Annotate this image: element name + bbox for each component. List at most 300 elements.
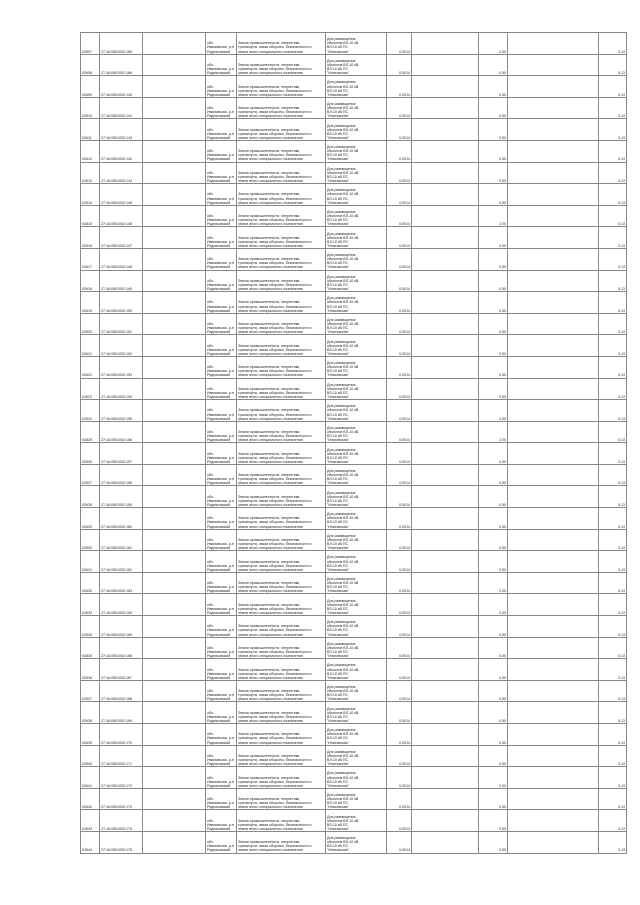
address-cell-line: обл. Ивановская, р-н bbox=[207, 581, 234, 590]
land-category-cell-line: транспорта, связи обороны, безопасности и bbox=[238, 542, 312, 547]
address-cell-line: обл. Ивановская, р-н bbox=[207, 624, 234, 633]
empty-cell bbox=[508, 702, 599, 724]
permitted-use-cell bbox=[326, 162, 387, 184]
permitted-use-cell bbox=[326, 594, 387, 616]
empty-cell bbox=[412, 184, 479, 206]
value-cell-1: 0,50 bbox=[479, 443, 508, 465]
area-cell: 0,0014 bbox=[387, 313, 412, 335]
address-cell bbox=[206, 745, 237, 767]
permitted-use-cell-line: ВЛ-10 кВ ПС bbox=[327, 844, 349, 849]
value-cell-1: 2,00 bbox=[479, 205, 508, 227]
permitted-use-cell-line: ВЛ-10 кВ ПС bbox=[327, 822, 349, 827]
permitted-use-cell bbox=[326, 33, 387, 55]
empty-cell bbox=[143, 680, 206, 702]
permitted-use-cell-line: объектов ВЛ-10 кВ, bbox=[327, 753, 360, 758]
land-category-cell-line: земли иного специального назначения bbox=[238, 654, 303, 659]
empty-cell bbox=[143, 292, 206, 314]
permitted-use-cell-line: объектов ВЛ-10 кВ, bbox=[327, 41, 360, 46]
cadastral-number-cell: 27:16:0501002:163 bbox=[100, 572, 143, 594]
land-category-cell-line: транспорта, связи обороны, безопасности и bbox=[238, 110, 312, 115]
permitted-use-cell-line: Для размещения bbox=[327, 706, 356, 711]
empty-cell bbox=[412, 551, 479, 573]
empty-cell bbox=[412, 335, 479, 357]
permitted-use-cell-line: Для размещения bbox=[327, 771, 356, 776]
value-cell-1: 0,50 bbox=[479, 702, 508, 724]
land-category-cell-line: земли иного специального назначения bbox=[238, 589, 303, 594]
value-cell-2: 0,13 bbox=[599, 551, 627, 573]
table-row bbox=[81, 421, 627, 443]
row-number-cell: 02637 bbox=[81, 680, 100, 702]
land-category-cell-line: транспорта, связи обороны, безопасности и bbox=[238, 736, 312, 741]
permitted-use-cell-line: "Ипатовская" bbox=[327, 308, 349, 313]
row-number-cell: 02624 bbox=[81, 400, 100, 422]
empty-cell bbox=[508, 205, 599, 227]
value-cell-1: 0,50 bbox=[479, 378, 508, 400]
table-row bbox=[81, 767, 627, 789]
permitted-use-cell-line: ВЛ-10 кВ ПС bbox=[327, 606, 349, 611]
value-cell-1: 0,50 bbox=[479, 184, 508, 206]
address-cell bbox=[206, 508, 237, 530]
value-cell-2: 0,13 bbox=[599, 292, 627, 314]
land-category-cell-line: транспорта, связи обороны, безопасности и bbox=[238, 498, 312, 503]
land-category-cell bbox=[237, 616, 326, 638]
value-cell-1: 0,50 bbox=[479, 54, 508, 76]
empty-cell bbox=[143, 184, 206, 206]
permitted-use-cell bbox=[326, 637, 387, 659]
table-row bbox=[81, 162, 627, 184]
value-cell-1: 0,50 bbox=[479, 119, 508, 141]
empty-cell bbox=[412, 788, 479, 810]
permitted-use-cell-line: Для размещения bbox=[327, 814, 356, 819]
permitted-use-cell bbox=[326, 119, 387, 141]
permitted-use-cell bbox=[326, 184, 387, 206]
empty-cell bbox=[508, 810, 599, 832]
land-category-cell bbox=[237, 378, 326, 400]
permitted-use-cell-line: Для размещения bbox=[327, 58, 356, 63]
address-cell-line: обл. Ивановская, р-н bbox=[207, 753, 234, 762]
value-cell-2: 0,13 bbox=[599, 162, 627, 184]
permitted-use-cell-line: Для размещения bbox=[327, 793, 356, 797]
land-category-cell bbox=[237, 33, 326, 55]
empty-cell bbox=[143, 400, 206, 422]
permitted-use-cell-line: "Ипатовская" bbox=[327, 805, 349, 810]
permitted-use-cell-line: Для размещения bbox=[327, 296, 356, 301]
address-cell bbox=[206, 659, 237, 681]
cadastral-number-cell: 27:16:0501002:172 bbox=[100, 767, 143, 789]
permitted-use-cell-line: ВЛ-10 кВ ПС bbox=[327, 650, 349, 655]
area-cell: 0,0014 bbox=[387, 270, 412, 292]
address-cell-line: обл. Ивановская, р-н bbox=[207, 710, 234, 719]
table-row bbox=[81, 378, 627, 400]
area-cell: 0,0014 bbox=[387, 443, 412, 465]
address-cell-line: Родниковский bbox=[207, 135, 231, 140]
address-cell-line: Родниковский bbox=[207, 351, 231, 356]
address-cell-line: Родниковский bbox=[207, 481, 231, 486]
cadastral-number-cell: 27:16:0501002:142 bbox=[100, 140, 143, 162]
address-cell-line: Родниковский bbox=[207, 200, 231, 205]
address-cell bbox=[206, 464, 237, 486]
cadastral-number-cell: 27:16:0501002:173 bbox=[100, 788, 143, 810]
address-cell-line: Родниковский bbox=[207, 49, 231, 54]
value-cell-1: 0,50 bbox=[479, 270, 508, 292]
permitted-use-cell-line: Для размещения bbox=[327, 37, 356, 42]
cadastral-number-cell: 27:16:0501002:175 bbox=[100, 831, 143, 853]
row-number-cell: 02636 bbox=[81, 659, 100, 681]
empty-cell bbox=[508, 486, 599, 508]
permitted-use-cell-line: ВЛ-10 кВ ПС bbox=[327, 693, 349, 698]
cadastral-number-cell: 27:16:0501002:174 bbox=[100, 810, 143, 832]
land-category-cell-line: земли иного специального назначения bbox=[238, 351, 303, 356]
address-cell-line: обл. Ивановская, р-н bbox=[207, 430, 234, 439]
table-row bbox=[81, 594, 627, 616]
permitted-use-cell-line: объектов ВЛ-10 кВ, bbox=[327, 430, 360, 434]
area-cell: 0,0014 bbox=[387, 724, 412, 746]
row-number-cell: 02608 bbox=[81, 54, 100, 76]
empty-cell bbox=[508, 637, 599, 659]
address-cell bbox=[206, 270, 237, 292]
address-cell-line: Родниковский bbox=[207, 438, 231, 443]
table-row bbox=[81, 335, 627, 357]
area-cell: 0,0014 bbox=[387, 356, 412, 378]
value-cell-2: 0,13 bbox=[599, 248, 627, 270]
permitted-use-cell-line: ВЛ-10 кВ ПС bbox=[327, 174, 349, 179]
empty-cell bbox=[508, 140, 599, 162]
land-category-cell-line: Земли промышленности, энергетики, bbox=[238, 386, 301, 391]
table-row bbox=[81, 119, 627, 141]
land-category-cell-line: Земли промышленности, энергетики, bbox=[238, 581, 301, 586]
address-cell-line: Родниковский bbox=[207, 459, 231, 464]
permitted-use-cell bbox=[326, 724, 387, 746]
address-cell bbox=[206, 313, 237, 335]
address-cell-line: Родниковский bbox=[207, 762, 231, 767]
land-category-cell-line: земли иного специального назначения bbox=[238, 524, 303, 529]
area-cell: 0,0014 bbox=[387, 162, 412, 184]
land-category-cell-line: транспорта, связи обороны, безопасности и bbox=[238, 304, 312, 309]
address-cell-line: обл. Ивановская, р-н bbox=[207, 106, 234, 115]
land-category-cell-line: транспорта, связи обороны, безопасности и bbox=[238, 347, 312, 352]
land-category-cell-line: Земли промышленности, энергетики, bbox=[238, 84, 301, 89]
empty-cell bbox=[143, 486, 206, 508]
address-cell-line: обл. Ивановская, р-н bbox=[207, 386, 234, 395]
land-category-cell-line: транспорта, связи обороны, безопасности и bbox=[238, 628, 312, 633]
permitted-use-cell-line: Для размещения bbox=[327, 490, 356, 495]
table-row bbox=[81, 788, 627, 810]
value-cell-1: 0,50 bbox=[479, 724, 508, 746]
permitted-use-cell-line: объектов ВЛ-10 кВ, bbox=[327, 537, 360, 542]
permitted-use-cell-line: объектов ВЛ-10 кВ, bbox=[327, 732, 360, 737]
permitted-use-cell-line: ВЛ-10 кВ ПС bbox=[327, 779, 349, 784]
land-category-cell bbox=[237, 248, 326, 270]
area-cell: 0,0014 bbox=[387, 680, 412, 702]
address-cell bbox=[206, 140, 237, 162]
permitted-use-cell-line: Для размещения bbox=[327, 469, 356, 474]
empty-cell bbox=[508, 464, 599, 486]
area-cell: 0,0014 bbox=[387, 140, 412, 162]
permitted-use-cell bbox=[326, 443, 387, 465]
land-category-cell-line: земли иного специального назначения bbox=[238, 373, 303, 378]
address-cell-line: обл. Ивановская, р-н bbox=[207, 235, 234, 244]
value-cell-1: 2,00 bbox=[479, 400, 508, 422]
value-cell-2: 0,13 bbox=[599, 680, 627, 702]
value-cell-1: 2,00 bbox=[479, 33, 508, 55]
permitted-use-cell-line: "Ипатовская" bbox=[327, 351, 349, 356]
address-cell-line: Родниковский bbox=[207, 287, 231, 292]
land-category-cell-line: земли иного специального назначения bbox=[238, 481, 303, 486]
empty-cell bbox=[508, 248, 599, 270]
land-category-cell-line: Земли промышленности, энергетики, bbox=[238, 451, 301, 456]
permitted-use-cell-line: ВЛ-10 кВ ПС bbox=[327, 671, 349, 676]
cadastral-number-cell: 27:16:0501002:150 bbox=[100, 292, 143, 314]
empty-cell bbox=[143, 97, 206, 119]
permitted-use-cell-line: Для размещения bbox=[327, 317, 356, 322]
empty-cell bbox=[143, 551, 206, 573]
value-cell-2: 0,13 bbox=[599, 810, 627, 832]
cadastral-number-cell: 27:16:0501002:154 bbox=[100, 378, 143, 400]
permitted-use-cell-line: Для размещения bbox=[327, 382, 356, 387]
empty-cell bbox=[508, 54, 599, 76]
empty-cell bbox=[143, 616, 206, 638]
cadastral-number-cell: 27:16:0501002:168 bbox=[100, 680, 143, 702]
land-category-cell-line: транспорта, связи обороны, безопасности и bbox=[238, 779, 312, 784]
permitted-use-cell-line: объектов ВЛ-10 кВ, bbox=[327, 170, 360, 175]
land-category-cell-line: транспорта, связи обороны, безопасности и bbox=[238, 412, 312, 417]
permitted-use-cell-line: "Ипатовская" bbox=[327, 718, 349, 723]
land-category-cell-line: Земли промышленности, энергетики, bbox=[238, 797, 301, 802]
value-cell-1: 0,50 bbox=[479, 831, 508, 853]
permitted-use-cell-line: ВЛ-10 кВ ПС bbox=[327, 412, 349, 417]
land-category-cell-line: Земли промышленности, энергетики, bbox=[238, 322, 301, 327]
land-category-cell-line: Земли промышленности, энергетики, bbox=[238, 559, 301, 564]
permitted-use-cell bbox=[326, 227, 387, 249]
address-cell-line: обл. Ивановская, р-н bbox=[207, 537, 234, 547]
empty-cell bbox=[412, 616, 479, 638]
permitted-use-cell-line: объектов ВЛ-10 кВ, bbox=[327, 494, 360, 499]
row-number-cell: 02634 bbox=[81, 616, 100, 638]
permitted-use-cell-line: объектов ВЛ-10 кВ, bbox=[327, 710, 360, 715]
permitted-use-cell-line: ВЛ-10 кВ ПС bbox=[327, 498, 349, 503]
address-cell-line: Родниковский bbox=[207, 92, 231, 97]
value-cell-2: 0,13 bbox=[599, 572, 627, 594]
permitted-use-cell-line: "Ипатовская" bbox=[327, 49, 349, 54]
land-registry-table bbox=[80, 32, 627, 854]
table-row bbox=[81, 140, 627, 162]
empty-cell bbox=[508, 724, 599, 746]
empty-cell bbox=[143, 508, 206, 530]
land-category-cell bbox=[237, 292, 326, 314]
land-category-cell bbox=[237, 767, 326, 789]
permitted-use-cell-line: Для размещения bbox=[327, 231, 356, 236]
land-category-cell bbox=[237, 270, 326, 292]
permitted-use-cell-line: "Ипатовская" bbox=[327, 567, 349, 572]
address-cell bbox=[206, 356, 237, 378]
permitted-use-cell-line: Для размещения bbox=[327, 749, 356, 754]
value-cell-2: 0,13 bbox=[599, 356, 627, 378]
empty-cell bbox=[143, 54, 206, 76]
address-cell-line: Родниковский bbox=[207, 610, 231, 615]
area-cell: 0,0014 bbox=[387, 184, 412, 206]
permitted-use-cell-line: "Ипатовская" bbox=[327, 654, 349, 659]
permitted-use-cell-line: ВЛ-10 кВ ПС bbox=[327, 434, 349, 439]
area-cell: 0,0014 bbox=[387, 378, 412, 400]
address-cell bbox=[206, 767, 237, 789]
land-category-cell bbox=[237, 335, 326, 357]
permitted-use-cell-line: "Ипатовская" bbox=[327, 200, 349, 205]
permitted-use-cell bbox=[326, 616, 387, 638]
permitted-use-cell-line: ВЛ-10 кВ ПС bbox=[327, 801, 349, 806]
row-number-cell: 02607 bbox=[81, 33, 100, 55]
land-category-cell-line: земли иного специального назначения bbox=[238, 632, 303, 637]
land-category-cell-line: Земли промышленности, энергетики, bbox=[238, 106, 301, 111]
empty-cell bbox=[143, 443, 206, 465]
permitted-use-cell bbox=[326, 421, 387, 443]
permitted-use-cell-line: Для размещения bbox=[327, 102, 356, 106]
permitted-use-cell-line: Для размещения bbox=[327, 555, 356, 560]
value-cell-1: 0,50 bbox=[479, 97, 508, 119]
area-cell: 0,0014 bbox=[387, 594, 412, 616]
permitted-use-cell-line: ВЛ-10 кВ ПС bbox=[327, 714, 349, 719]
address-cell bbox=[206, 680, 237, 702]
value-cell-1: 0,50 bbox=[479, 745, 508, 767]
table-row bbox=[81, 659, 627, 681]
land-category-cell bbox=[237, 227, 326, 249]
land-category-cell-line: земли иного специального назначения bbox=[238, 265, 303, 270]
land-category-cell-line: земли иного специального назначения bbox=[238, 718, 303, 723]
permitted-use-cell bbox=[326, 831, 387, 853]
value-cell-1: 0,50 bbox=[479, 659, 508, 681]
land-category-cell bbox=[237, 443, 326, 465]
empty-cell bbox=[412, 378, 479, 400]
permitted-use-cell-line: ВЛ-10 кВ ПС bbox=[327, 261, 349, 266]
address-cell bbox=[206, 76, 237, 98]
land-category-cell-line: транспорта, связи обороны, безопасности и bbox=[238, 801, 312, 806]
address-cell-line: Родниковский bbox=[207, 567, 231, 572]
land-category-cell-line: транспорта, связи обороны, безопасности и bbox=[238, 369, 312, 374]
permitted-use-cell-line: "Ипатовская" bbox=[327, 762, 349, 767]
value-cell-1: 2,00 bbox=[479, 594, 508, 616]
land-category-cell-line: Земли промышленности, энергетики, bbox=[238, 710, 301, 715]
land-category-cell-line: земли иного специального назначения bbox=[238, 848, 303, 853]
table-row bbox=[81, 572, 627, 594]
land-category-cell bbox=[237, 508, 326, 530]
land-category-cell-line: транспорта, связи обороны, безопасности и bbox=[238, 455, 312, 460]
permitted-use-cell-line: объектов ВЛ-10 кВ, bbox=[327, 775, 360, 780]
registry-table-body bbox=[81, 33, 627, 854]
permitted-use-cell-line: "Ипатовская" bbox=[327, 481, 349, 486]
land-category-cell-line: Земли промышленности, энергетики, bbox=[238, 62, 301, 67]
address-cell-line: Родниковский bbox=[207, 416, 231, 421]
value-cell-2: 0,13 bbox=[599, 400, 627, 422]
permitted-use-cell-line: Для размещения bbox=[327, 641, 356, 646]
land-category-cell bbox=[237, 313, 326, 335]
land-category-cell bbox=[237, 637, 326, 659]
permitted-use-cell bbox=[326, 292, 387, 314]
cadastral-number-cell: 27:16:0501002:141 bbox=[100, 97, 143, 119]
value-cell-2: 0,13 bbox=[599, 97, 627, 119]
permitted-use-cell-line: Для размещения bbox=[327, 166, 356, 171]
cadastral-number-cell: 27:16:0501002:169 bbox=[100, 702, 143, 724]
empty-cell bbox=[508, 594, 599, 616]
permitted-use-cell-line: объектов ВЛ-10 кВ, bbox=[327, 257, 360, 262]
empty-cell bbox=[143, 162, 206, 184]
cadastral-number-cell: 27:16:0501002:143 bbox=[100, 119, 143, 141]
area-cell: 0,0014 bbox=[387, 97, 412, 119]
cadastral-number-cell: 27:16:0501002:160 bbox=[100, 508, 143, 530]
land-category-cell-line: земли иного специального назначения bbox=[238, 114, 303, 119]
land-category-cell-line: земли иного специального назначения bbox=[238, 502, 303, 507]
permitted-use-cell-line: ВЛ-10 кВ ПС bbox=[327, 153, 349, 158]
empty-cell bbox=[508, 378, 599, 400]
permitted-use-cell-line: ВЛ-10 кВ ПС bbox=[327, 477, 349, 482]
permitted-use-cell-line: объектов ВЛ-10 кВ, bbox=[327, 645, 360, 650]
land-category-cell-line: Земли промышленности, энергетики, bbox=[238, 473, 301, 478]
address-cell bbox=[206, 54, 237, 76]
empty-cell bbox=[412, 810, 479, 832]
permitted-use-cell-line: Для размещения bbox=[327, 274, 356, 279]
row-number-cell: 02623 bbox=[81, 378, 100, 400]
land-category-cell-line: транспорта, связи обороны, безопасности и bbox=[238, 67, 312, 71]
row-number-cell: 02638 bbox=[81, 702, 100, 724]
empty-cell bbox=[508, 76, 599, 98]
area-cell: 0,0014 bbox=[387, 292, 412, 314]
row-number-cell: 02617 bbox=[81, 248, 100, 270]
cadastral-number-cell: 27:16:0501002:140 bbox=[100, 76, 143, 98]
address-cell-line: Родниковский bbox=[207, 308, 231, 313]
empty-cell bbox=[508, 97, 599, 119]
address-cell-line: Родниковский bbox=[207, 222, 231, 227]
land-category-cell bbox=[237, 356, 326, 378]
land-category-cell-line: транспорта, связи обороны, безопасности и bbox=[238, 45, 312, 50]
permitted-use-cell bbox=[326, 486, 387, 508]
permitted-use-cell-line: ВЛ-10 кВ ПС bbox=[327, 347, 349, 352]
empty-cell bbox=[143, 33, 206, 55]
address-cell-line: Родниковский bbox=[207, 265, 231, 270]
empty-cell bbox=[143, 529, 206, 551]
cadastral-number-cell: 27:16:0501002:144 bbox=[100, 162, 143, 184]
permitted-use-cell-line: ВЛ-10 кВ ПС bbox=[327, 390, 349, 395]
permitted-use-cell-line: объектов ВЛ-10 кВ, bbox=[327, 624, 360, 629]
value-cell-1: 2,00 bbox=[479, 767, 508, 789]
area-cell: 0,0014 bbox=[387, 529, 412, 551]
permitted-use-cell-line: Для размещения bbox=[327, 425, 356, 430]
row-number-cell: 02629 bbox=[81, 508, 100, 530]
land-category-cell-line: Земли промышленности, энергетики, bbox=[238, 365, 301, 370]
value-cell-2: 0,13 bbox=[599, 486, 627, 508]
empty-cell bbox=[412, 400, 479, 422]
permitted-use-cell-line: "Ипатовская" bbox=[327, 135, 349, 140]
permitted-use-cell-line: ВЛ-10 кВ ПС bbox=[327, 196, 349, 201]
empty-cell bbox=[412, 745, 479, 767]
land-category-cell-line: Земли промышленности, энергетики, bbox=[238, 278, 301, 283]
land-category-cell-line: Земли промышленности, энергетики, bbox=[238, 775, 301, 780]
empty-cell bbox=[412, 443, 479, 465]
address-cell-line: обл. Ивановская, р-н bbox=[207, 473, 234, 482]
land-category-cell bbox=[237, 831, 326, 853]
empty-cell bbox=[412, 227, 479, 249]
empty-cell bbox=[412, 421, 479, 443]
value-cell-1: 0,50 bbox=[479, 788, 508, 810]
permitted-use-cell-line: объектов ВЛ-10 кВ, bbox=[327, 62, 360, 67]
area-cell: 0,0014 bbox=[387, 745, 412, 767]
address-cell-line: Родниковский bbox=[207, 524, 231, 529]
table-row bbox=[81, 33, 627, 55]
area-cell: 0,0014 bbox=[387, 616, 412, 638]
permitted-use-cell-line: ВЛ-10 кВ ПС bbox=[327, 758, 349, 762]
row-number-cell: 02632 bbox=[81, 572, 100, 594]
land-category-cell-line: транспорта, связи обороны, безопасности и bbox=[238, 218, 312, 223]
cadastral-number-cell: 27:16:0501002:161 bbox=[100, 529, 143, 551]
address-cell-line: обл. Ивановская, р-н bbox=[207, 689, 234, 698]
address-cell-line: обл. Ивановская, р-н bbox=[207, 365, 234, 374]
